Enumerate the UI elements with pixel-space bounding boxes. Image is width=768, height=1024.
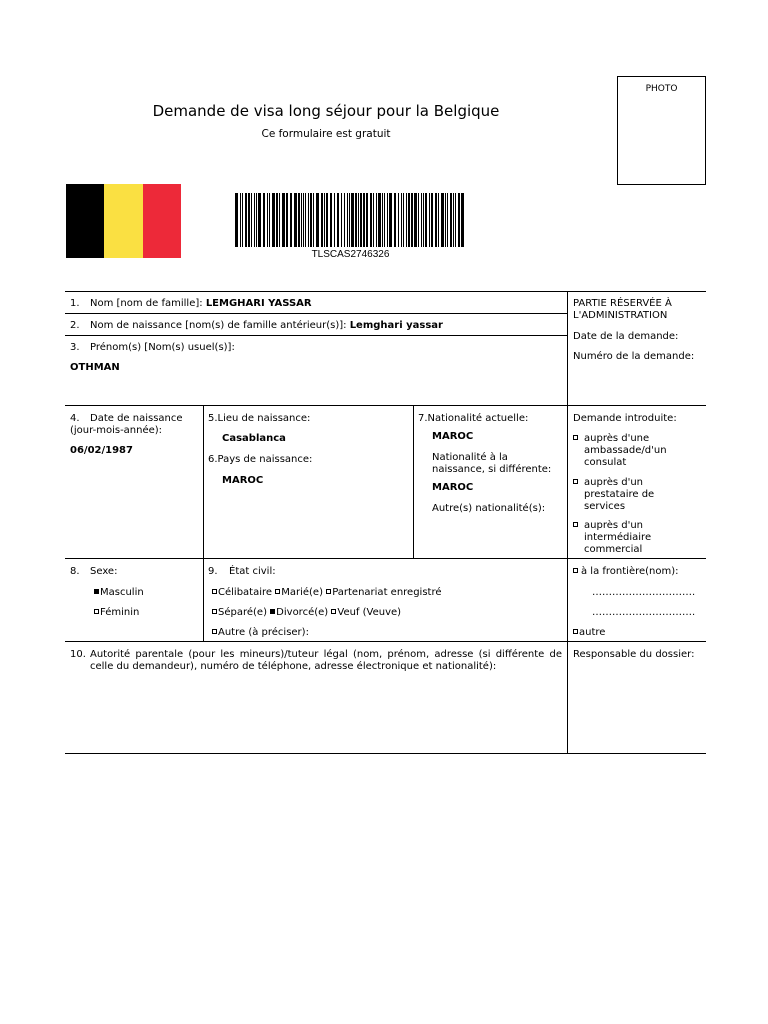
field-3-label: Prénom(s) [Nom(s) usuel(s)]: [90,342,235,353]
option-feminin[interactable]: Féminin [94,607,139,619]
barcode-bar [376,193,377,247]
frontiere-dots-1: …………………………. [592,587,696,598]
barcode-bar [408,193,410,247]
table-line [65,558,706,559]
barcode-bar [394,193,396,247]
barcode-bar [418,193,419,247]
barcode-bar [435,193,437,247]
form-subtitle: Ce formulaire est gratuit [261,128,391,140]
option-autre-admin[interactable]: autre [573,627,605,639]
checkbox-icon [573,522,578,527]
admin-demande-introduite: Demande introduite: [573,413,677,424]
option-celibataire[interactable]: Célibataire [212,587,272,598]
barcode-bar [235,193,238,247]
barcode-number: TLSCAS2746326 [311,249,390,260]
barcode-bar [373,193,374,247]
barcode-bar [279,193,280,247]
barcode-bar [254,193,255,247]
option-divorce[interactable]: Divorcé(e) [270,607,328,618]
checkbox-icon [573,435,578,440]
checkbox-icon [212,589,217,594]
etat-civil-row-2 [212,607,401,619]
field-7-birth-value[interactable]: MAROC [432,482,474,493]
field-8-number: 8. [70,566,80,577]
barcode [234,193,467,247]
field-3-value[interactable]: OTHMAN [70,362,120,373]
barcode-bar [303,193,304,247]
form-title: Demande de visa long séjour pour la Belgique [152,102,500,120]
field-7-value[interactable]: MAROC [432,431,474,442]
barcode-bar [245,193,247,247]
option-masculin[interactable]: Masculin [94,587,144,599]
barcode-bar [378,193,381,247]
field-6-value[interactable]: MAROC [222,475,264,486]
checkbox-icon [573,568,578,573]
barcode-bar [360,193,362,247]
field-10-label: Autorité parentale (pour les mineurs)/tuteur légal (nom, prénom, adresse (si différente de celle du demandeur), numéro de téléphone, adresse électronique et nationalité): [90,649,562,672]
barcode-bar [403,193,404,247]
checkbox-intermediaire[interactable] [573,520,581,532]
option-marie[interactable]: Marié(e) [275,587,323,598]
barcode-bar [421,193,422,247]
table-line [65,313,568,314]
admin-title: PARTIE RÉSERVÉE À L'ADMINISTRATION [573,298,672,321]
barcode-bar [313,193,314,247]
barcode-bar [411,193,413,247]
barcode-bar [240,193,241,247]
barcode-bar [401,193,402,247]
field-6-label: 6.Pays de naissance: [208,454,313,465]
barcode-bar [438,193,439,247]
field-4-value[interactable]: 06/02/1987 [70,445,133,456]
field-10-number: 10. [70,649,86,660]
field-8-label: Sexe: [90,566,118,577]
option-ambassade-label: auprès d'une ambassade/d'un consulat [584,433,667,468]
barcode-bar [458,193,460,247]
field-1-number: 1. [70,298,80,309]
photo-label: PHOTO [645,84,678,94]
checkbox-prestataire[interactable] [573,477,581,489]
barcode-bar [450,193,452,247]
barcode-bar [351,193,354,247]
table-line [65,753,706,754]
option-intermediaire-label: auprès d'un intermédiaire commercial [584,520,652,555]
barcode-bar [282,193,285,247]
barcode-bar [461,193,464,247]
field-5-value[interactable]: Casablanca [222,433,286,444]
barcode-bar [349,193,350,247]
frontiere-dots-2: …………………………. [592,607,696,618]
barcode-bar [258,193,261,247]
field-2-label: Nom de naissance [nom(s) de famille antérieur(s)]: Lemghari yassar [90,320,443,331]
barcode-bar [389,193,392,247]
table-line [413,405,414,559]
field-7-other-label: Autre(s) nationalité(s): [432,503,546,514]
barcode-bar [269,193,270,247]
barcode-bar [382,193,383,247]
checkbox-icon [212,629,217,634]
barcode-bar [324,193,325,247]
belgian-flag [66,184,181,258]
field-1-label: Nom [nom de famille]: LEMGHARI YASSAR [90,298,312,309]
barcode-bar [286,193,288,247]
option-separe[interactable]: Séparé(e) [212,607,267,618]
barcode-bar [301,193,302,247]
field-2-value[interactable]: Lemghari yassar [349,320,443,331]
field-5-label: 5.Lieu de naissance: [208,413,311,424]
barcode-bar [398,193,399,247]
barcode-bar [310,193,312,247]
barcode-bar [251,193,252,247]
option-partenariat[interactable]: Partenariat enregistré [326,587,441,598]
barcode-bar [321,193,323,247]
checkbox-icon [94,589,99,594]
field-4-number: 4. [70,413,80,424]
barcode-bar [290,193,292,247]
field-4-label: Date de naissance [90,413,183,424]
field-7-label: 7.Nationalité actuelle: [418,413,529,424]
field-1-value[interactable]: LEMGHARI YASSAR [205,298,312,309]
etat-civil-row-1 [212,587,442,599]
barcode-bar [347,193,348,247]
table-line [65,405,706,406]
barcode-bar [263,193,265,247]
photo-box [617,76,706,185]
table-line [65,335,568,336]
barcode-bar [366,193,368,247]
option-autre-etat-civil[interactable]: Autre (à préciser): [212,627,309,639]
table-line [65,641,706,642]
barcode-bar [267,193,268,247]
field-2-number: 2. [70,320,80,331]
barcode-bar [414,193,417,247]
admin-responsable: Responsable du dossier: [573,649,695,660]
checkbox-icon [212,609,217,614]
table-line [65,291,706,292]
barcode-bar [294,193,297,247]
barcode-bar [453,193,454,247]
field-4-label-format: (jour-mois-année): [70,425,163,436]
barcode-bar [384,193,385,247]
barcode-bar [344,193,345,247]
checkbox-icon [573,479,578,484]
checkbox-icon [94,609,99,614]
barcode-bar [441,193,444,247]
option-frontiere[interactable]: à la frontière(nom): [573,566,679,578]
barcode-bar [242,193,243,247]
flag-black-stripe [66,184,104,258]
checkbox-icon [270,609,275,614]
barcode-bar [272,193,275,247]
barcode-bar [363,193,365,247]
barcode-bar [256,193,257,247]
barcode-bar [337,193,339,247]
barcode-bar [341,193,342,247]
barcode-bar [425,193,427,247]
option-prestataire-label: auprès d'un prestataire de services [584,477,655,512]
barcode-bar [334,193,335,247]
barcode-bar [429,193,430,247]
admin-date-demande: Date de la demande: [573,331,679,342]
barcode-bar [358,193,359,247]
field-9-label: État civil: [229,566,276,577]
checkbox-icon [326,589,331,594]
flag-red-stripe [143,184,181,258]
flag-yellow-stripe [104,184,142,258]
barcode-bar [445,193,446,247]
barcode-bar [455,193,456,247]
barcode-bar [406,193,407,247]
checkbox-icon [573,629,578,634]
checkbox-icon [331,609,336,614]
field-9-number: 9. [208,566,218,577]
barcode-bar [355,193,357,247]
checkbox-ambassade[interactable] [573,433,581,445]
barcode-bar [308,193,309,247]
table-line [567,291,568,754]
barcode-bar [316,193,319,247]
barcode-bar [276,193,278,247]
barcode-bar [298,193,300,247]
barcode-bar [305,193,306,247]
barcode-bar [387,193,388,247]
barcode-bar [370,193,372,247]
barcode-bar [330,193,332,247]
option-veuf[interactable]: Veuf (Veuve) [331,607,401,618]
barcode-bar [326,193,328,247]
field-3-number: 3. [70,342,80,353]
admin-numero-demande: Numéro de la demande: [573,351,695,362]
field-7-birth-label: Nationalité à la naissance, si différente: [432,452,552,475]
barcode-bar [431,193,433,247]
barcode-bar [447,193,448,247]
barcode-bar [423,193,424,247]
table-line [203,405,204,642]
checkbox-icon [275,589,280,594]
barcode-bar [248,193,250,247]
